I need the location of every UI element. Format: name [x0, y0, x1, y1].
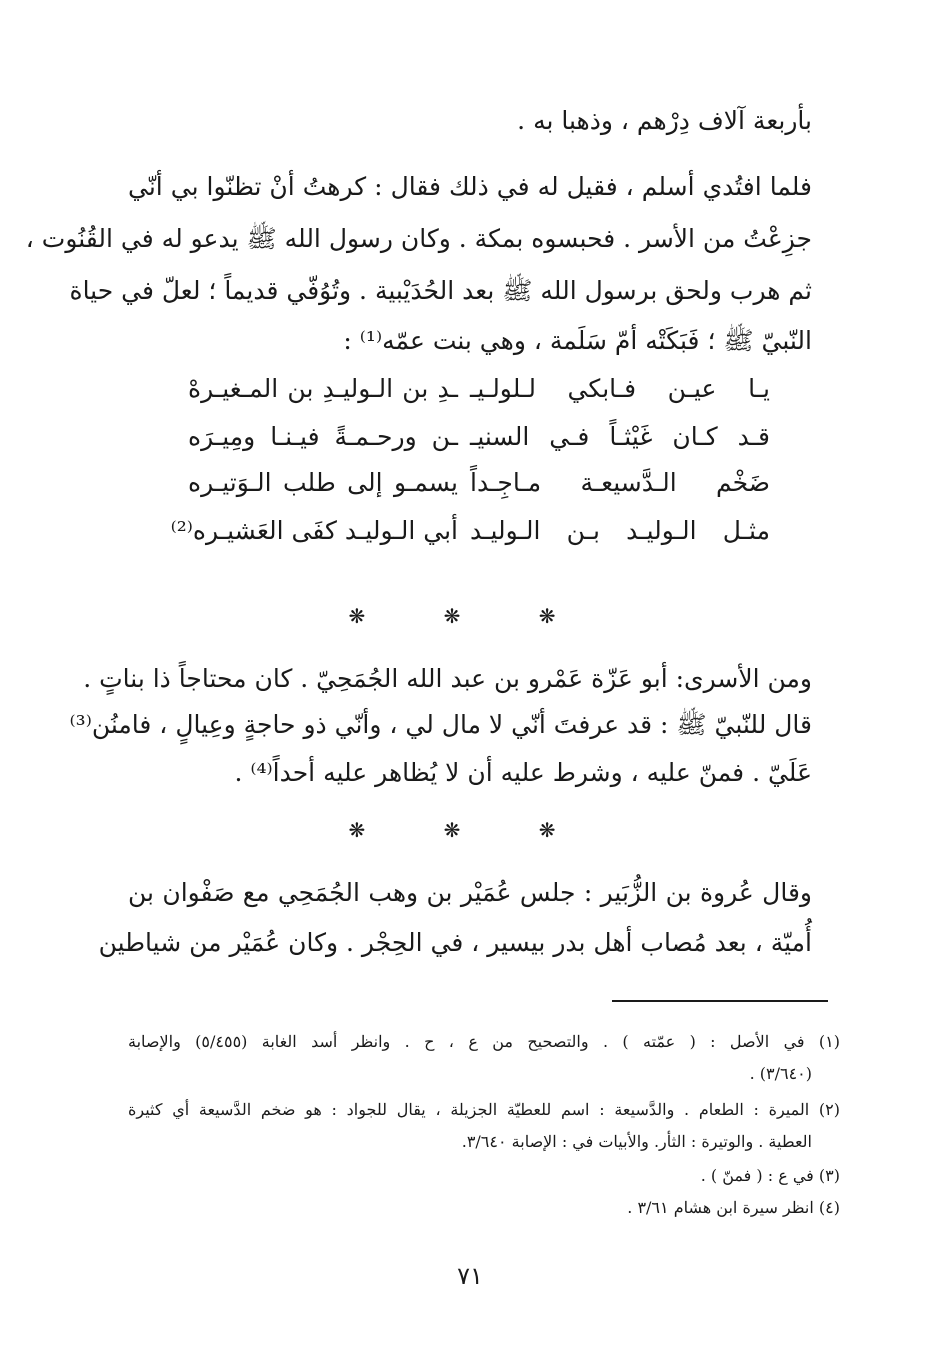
poem-hemistich-left: أبي الـوليـد كفَى العَشيـره⁽²⁾: [170, 516, 458, 545]
footnote-line: (١) في الأصل : ( عمّته ) . والتصحيح من ع ، ح . وانظر أسد الغابة (٥/٤٥٥) والإصابة: [128, 1032, 841, 1051]
paragraph-line: ثم هرب ولحق برسول الله ﷺ بعد الحُدَيْبية . وتُوُفّي قديماً ؛ لعلّ في حياة: [69, 276, 812, 305]
paragraph-line: وقال عُروة بن الزُّبَير : جلس عُمَيْر بن وهب الجُمَحِي مع صَفْوان بن: [128, 878, 812, 907]
paragraph-line: فلما افتُدي أسلم ، فقيل له في ذلك فقال : كرهتُ أنْ تظنّوا بي أنّي: [128, 172, 812, 201]
paragraph-line: عَلَيّ . فمنّ عليه ، وشرط عليه أن لا يُظاهر عليه أحداً⁽⁴⁾ .: [234, 758, 812, 787]
paragraph-line: النّبيّ ﷺ ؛ فَبَكَتْه أمّ سَلَمة ، وهي بنت عمّه⁽¹⁾ :: [343, 326, 812, 355]
footnote-line: العطية . والوتيرة : الثأر. والأبيات في : الإصابة ٣/٦٤٠.: [461, 1132, 812, 1151]
paragraph-line: بأربعة آلاف دِرْهم ، وذهبا به .: [517, 106, 812, 135]
poem-hemistich-right: يـا عيـن فـابكي لـلولـيـ: [470, 374, 770, 403]
section-divider: ❋ ❋ ❋: [348, 604, 592, 628]
paragraph-line: جزِعْتُ من الأسر . فحبسوه بمكة . وكان رسول الله ﷺ يدعو له في القُنُوت ،: [25, 224, 812, 253]
page-number: ٧١: [457, 1262, 483, 1290]
poem-hemistich-right: قـد كـان غَيْثـاً فـي السنيـ: [470, 422, 770, 451]
poem-hemistich-right: مثـل الـوليـد بـن الـوليـد: [470, 516, 770, 545]
paragraph-line: أُميّة ، بعد مُصاب أهل بدر بيسير ، في الحِجْر . وكان عُمَيْر من شياطين: [98, 928, 812, 957]
footnote-line: (٢) الميرة : الطعام . والدَّسيعة : اسم للعطيّة الجزيلة ، يقال للجواد : هو ضخم الدَّسيعة أي كثيرة: [128, 1100, 840, 1119]
paragraph-line: قال للنّبيّ ﷺ : قد عرفتَ أنّي لا مال لي ، وأنّي ذو حاجةٍ وعِيالٍ ، فامنُن⁽³⁾: [69, 710, 812, 739]
footnote-line: (٤) انظر سيرة ابن هشام ٣/٦١ .: [627, 1198, 840, 1217]
poem-hemistich-left: ـن ورحـمـةً فيـنـا ومِيـرَه: [188, 422, 458, 451]
poem-hemistich-left: ـدِ بن الـوليـدِ بن المـغيـرهْ: [188, 374, 458, 403]
footnote-line: (٣) في ع : ( فمنّ ) .: [700, 1166, 840, 1185]
poem-hemistich-left: يسمـو إلى طلب الـوَتيـره: [188, 468, 458, 497]
footnote-line: (٣/٦٤٠) .: [749, 1064, 812, 1083]
section-divider: ❋ ❋ ❋: [348, 818, 592, 842]
paragraph-line: ومن الأسرى: أبو عَزّة عَمْرو بن عبد الله الجُمَحِيّ . كان محتاجاً ذا بناتٍ .: [83, 664, 812, 693]
footnote-separator: [612, 1000, 828, 1002]
poem-hemistich-right: ضَخْم الـدَّسيعـة مـاجِـداً: [470, 468, 770, 497]
